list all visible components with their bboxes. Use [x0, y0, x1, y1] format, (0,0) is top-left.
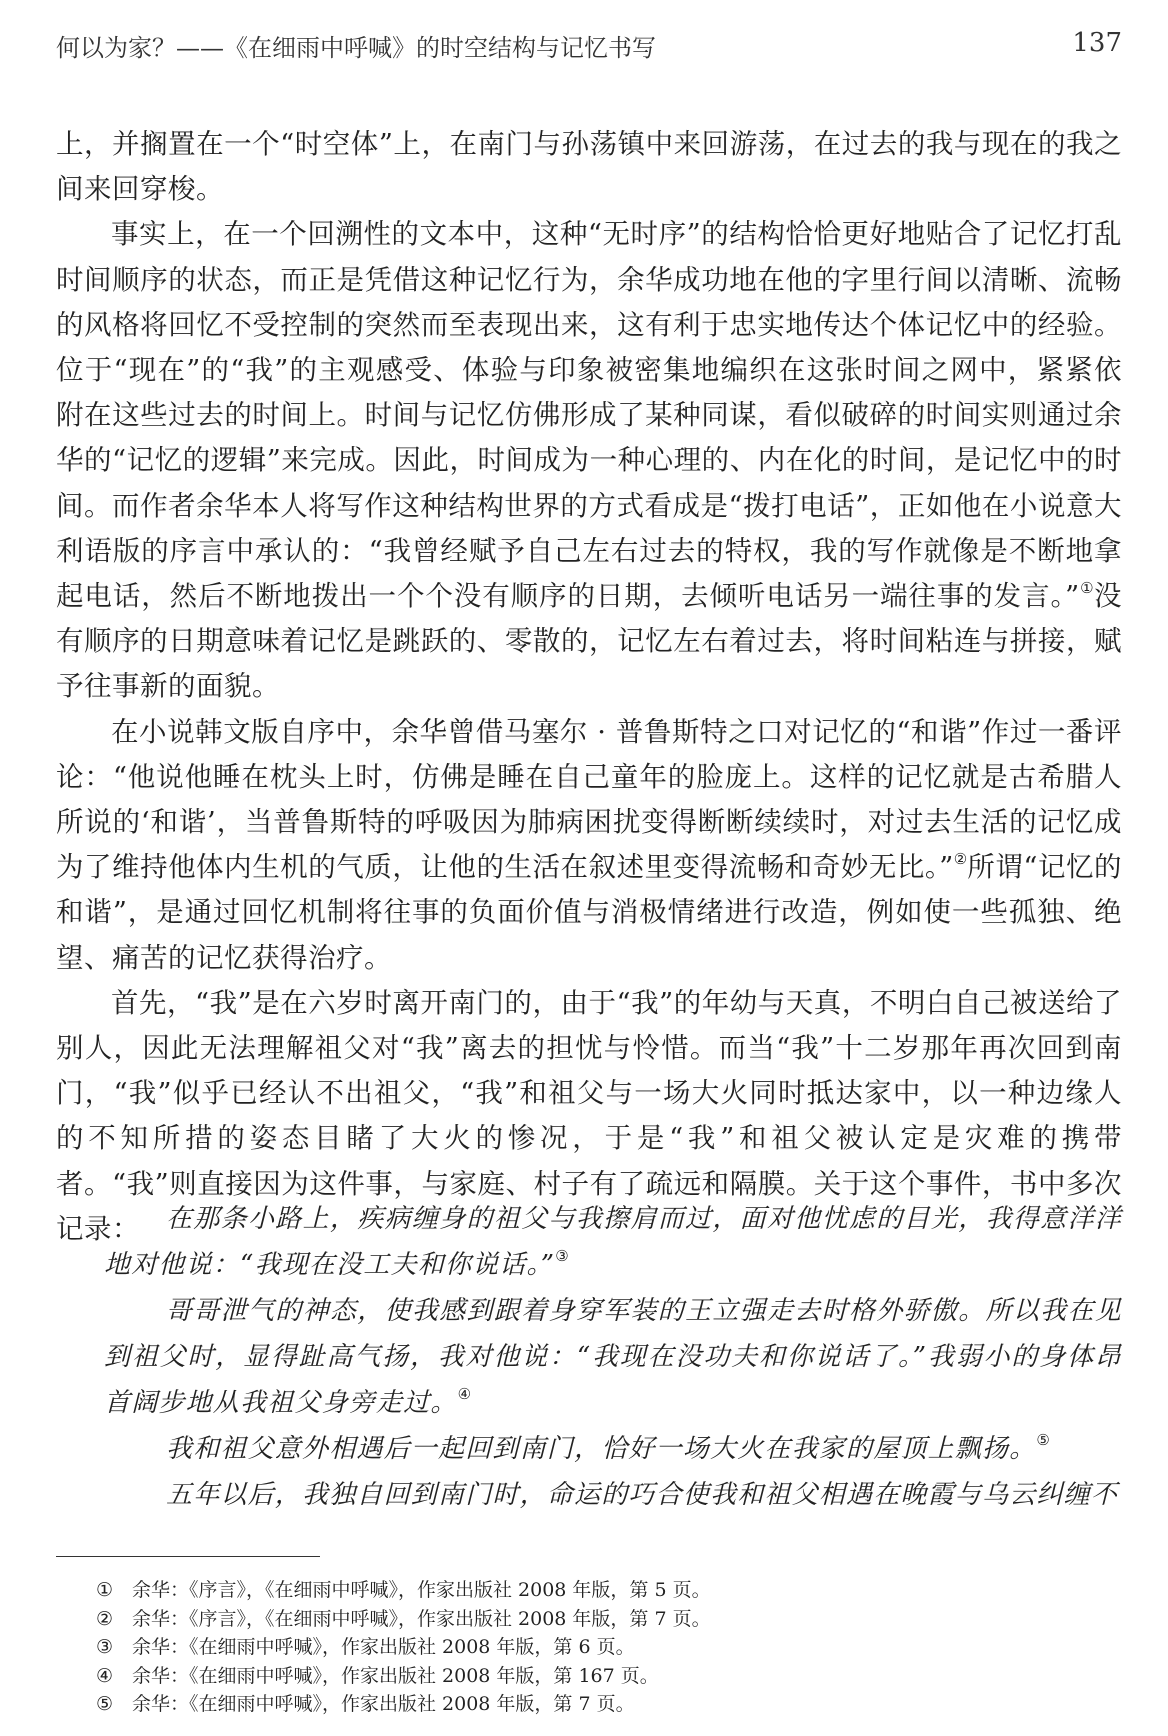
footnote-text: 余华：《序言》，《在细雨中呼喊》，作家出版社 2008 年版，第 5 页。: [132, 1579, 711, 1601]
paragraph-text: 所谓“记忆的和谐”，是通过回忆机制将往事的负面价值与消极情绪进行改造，例如使一些孤独、绝望、痛苦的记忆获得治疗。: [56, 851, 1123, 974]
quote-paragraph: [104, 1288, 1122, 1426]
page-header: [56, 28, 1122, 68]
footnote: [96, 1662, 1122, 1691]
footnote: [96, 1633, 1122, 1662]
footnote-marker[interactable]: ⑤: [1036, 1431, 1050, 1449]
footnote-marker[interactable]: ④: [457, 1385, 472, 1403]
paragraph-text: 首先，“我”是在六岁时离开南门的，由于“我”的年幼与天真，不明白自己被送给了别人，因此无法理解祖父对“我”离去的担忧与怜惜。而当“我”十二岁那年再次回到南门，“我”似乎已经认不出祖父，“我”和祖父与一场大火同时抵达家中，以一种边缘人的不知所措的姿态目睹了大火的惨况，于是“我”和祖父被认定是灾难的携带者。“我”则直接因为这件事，与家庭、村子有了疏远和隔膜。关于这个事件，书中多次记录：: [56, 986, 1122, 1245]
paragraph-text: 没有顺序的日期意味着记忆是跳跃的、零散的，记忆左右着过去，将时间粘连与拼接，赋予往事新的面貌。: [56, 580, 1122, 703]
paragraph-text: 上，并搁置在一个“时空体”上，在南门与孙荡镇中来回游荡，在过去的我与现在的我之间来回穿梭。: [56, 128, 1122, 206]
footnote-number: ③: [96, 1636, 114, 1658]
paragraph-text: 在小说韩文版自序中，余华曾借马塞尔 · 普鲁斯特之口对记忆的“和谐”作过一番评论：“他说他睡在枕头上时，仿佛是睡在自己童年的脸庞上。这样的记忆就是古希腊人所说的‘和谐’，当普鲁斯特的呼吸因为肺病困扰变得断断续续时，对过去生活的记忆成为了维持他体内生机的气质，让他的生活在叙述里变得流畅和奇妙无比。”: [56, 715, 1122, 884]
footnote-number: ⑤: [96, 1693, 114, 1715]
footnote-marker[interactable]: ②: [953, 850, 968, 869]
footnote-number: ④: [96, 1664, 114, 1687]
footnote: [96, 1605, 1122, 1634]
footnote-number: ②: [96, 1607, 114, 1630]
paragraph: [56, 710, 1122, 981]
body-text: [56, 122, 1122, 1252]
paragraph: [56, 122, 1122, 212]
quote-paragraph: [104, 1426, 1122, 1472]
quote-text: 我和祖父意外相遇后一起回到南门，恰好一场大火在我家的屋顶上飘扬。: [166, 1434, 1037, 1464]
footnote-text: 余华：《在细雨中呼喊》，作家出版社 2008 年版，第 167 页。: [132, 1664, 659, 1687]
quote-paragraph: [104, 1472, 1122, 1518]
footnote: [96, 1576, 1122, 1605]
page-number: 137: [1072, 28, 1122, 58]
quote-text: 哥哥泄气的神态，使我感到跟着身穿军装的王立强走去时格外骄傲。所以我在见到祖父时，显得趾高气扬，我对他说：“我现在没功夫和你说话了。”我弱小的身体昂首阔步地从我祖父身旁走过。: [104, 1296, 1122, 1418]
footnote-marker[interactable]: ①: [1079, 579, 1094, 598]
paragraph-text: 事实上，在一个回溯性的文本中，这种“无时序”的结构恰恰更好地贴合了记忆打乱时间顺序的状态，而正是凭借这种记忆行为，余华成功地在他的字里行间以清晰、流畅的风格将回忆不受控制的突然而至表现出来，这有利于忠实地传达个体记忆中的经验。位于“现在”的“我”的主观感受、体验与印象被密集地编织在这张时间之网中，紧紧依附在这些过去的时间上。时间与记忆仿佛形成了某种同谋，看似破碎的时间实则通过余华的“记忆的逻辑”来完成。因此，时间成为一种心理的、内在化的时间，是记忆中的时间。而作者余华本人将写作这种结构世界的方式看成是“拨打电话”，正如他在小说意大利语版的序言中承认的：“我曾经赋予自己左右过去的特权，我的写作就像是不断地拿起电话，然后不断地拨出一个个没有顺序的日期，去倾听电话另一端往事的发言。”: [56, 218, 1122, 613]
footnotes: [96, 1576, 1122, 1719]
footnote-text: 余华：《序言》，《在细雨中呼喊》，作家出版社 2008 年版，第 7 页。: [132, 1607, 711, 1630]
quote-text: 在那条小路上，疾病缠身的祖父与我擦肩而过，面对他忧虑的目光，我得意洋洋地对他说：“我现在没工夫和你说话。”: [104, 1204, 1122, 1280]
block-quote: [104, 1196, 1122, 1518]
running-title: 何以为家？——《在细雨中呼喊》的时空结构与记忆书写: [56, 34, 656, 62]
quote-text: 五年以后，我独自回到南门时，命运的巧合使我和祖父相遇在晚霞与乌云纠缠不: [166, 1480, 1119, 1510]
footnote-marker[interactable]: ③: [555, 1247, 569, 1265]
quote-paragraph: [104, 1196, 1122, 1288]
footnote-divider: [56, 1556, 320, 1557]
footnote-text: 余华：《在细雨中呼喊》，作家出版社 2008 年版，第 6 页。: [132, 1636, 635, 1658]
footnote-text: 余华：《在细雨中呼喊》，作家出版社 2008 年版，第 7 页。: [132, 1693, 635, 1715]
footnote-number: ①: [96, 1579, 114, 1601]
footnote: [96, 1690, 1122, 1719]
paragraph: [56, 212, 1122, 709]
